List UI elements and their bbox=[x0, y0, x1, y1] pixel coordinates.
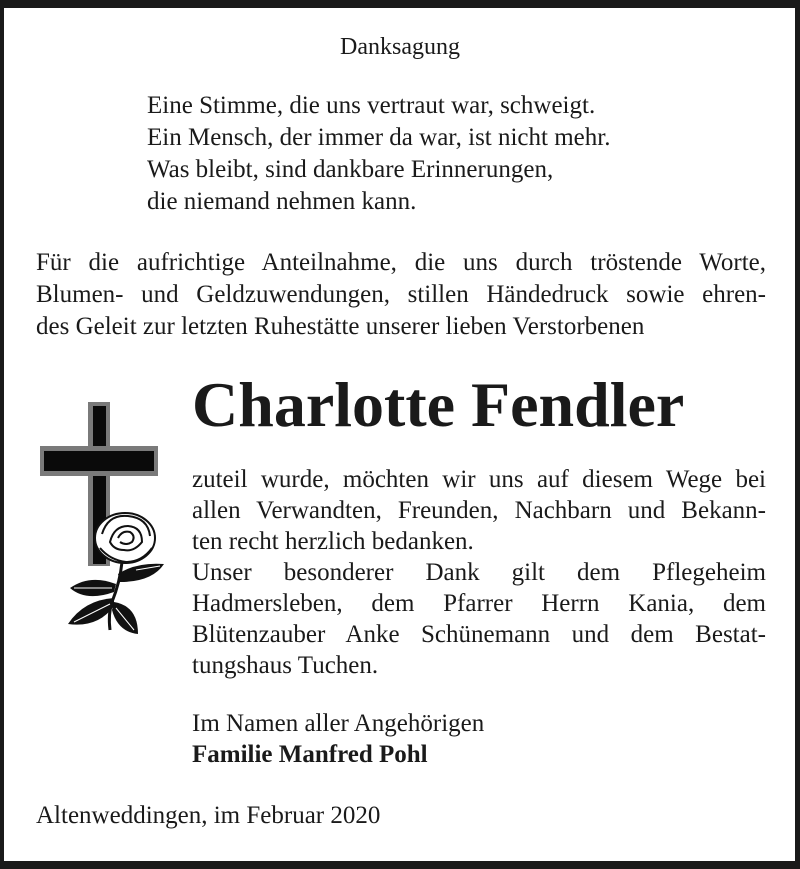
intro-line-2: Blumen- und Geldzuwendungen, stillen Händedruck sowie ehren- bbox=[36, 281, 766, 308]
thanks-line-1: zuteil wurde, möchten wir uns auf diesem Wege bei bbox=[192, 466, 766, 493]
place-date: Altenweddingen, im Februar 2020 bbox=[36, 802, 381, 829]
intro-line-3: des Geleit zur letzten Ruhestätte unserer lieben Verstorbenen bbox=[36, 313, 645, 340]
deceased-name: Charlotte Fendler bbox=[192, 369, 685, 440]
thanks-line-6: Blütenzauber Anke Schünemann und dem Bestat- bbox=[192, 621, 766, 648]
thanks-line-4: Unser besonderer Dank gilt dem Pflegeheim bbox=[192, 559, 766, 586]
poem-line-1: Eine Stimme, die uns vertraut war, schweigt. bbox=[147, 92, 596, 119]
poem-line-2: Ein Mensch, der immer da war, ist nicht mehr. bbox=[147, 124, 611, 151]
poem-line-4: die niemand nehmen kann. bbox=[147, 188, 417, 215]
thanks-line-2: allen Verwandten, Freunden, Nachbarn und Bekann- bbox=[192, 497, 766, 524]
cross-with-rose-icon bbox=[40, 402, 175, 638]
thanks-line-5: Hadmersleben, dem Pfarrer Herrn Kania, dem bbox=[192, 590, 766, 617]
signoff-text: Im Namen aller Angehörigen bbox=[192, 710, 485, 737]
notice-heading: Danksagung bbox=[340, 34, 460, 60]
family-name: Familie Manfred Pohl bbox=[192, 741, 428, 768]
intro-line-1: Für die aufrichtige Anteilnahme, die uns durch tröstende Worte, bbox=[36, 249, 766, 276]
thanks-line-3: ten recht herzlich bedanken. bbox=[192, 528, 474, 555]
thanks-line-7: tungshaus Tuchen. bbox=[192, 652, 379, 679]
poem-line-3: Was bleibt, sind dankbare Erinnerungen, bbox=[147, 156, 554, 183]
